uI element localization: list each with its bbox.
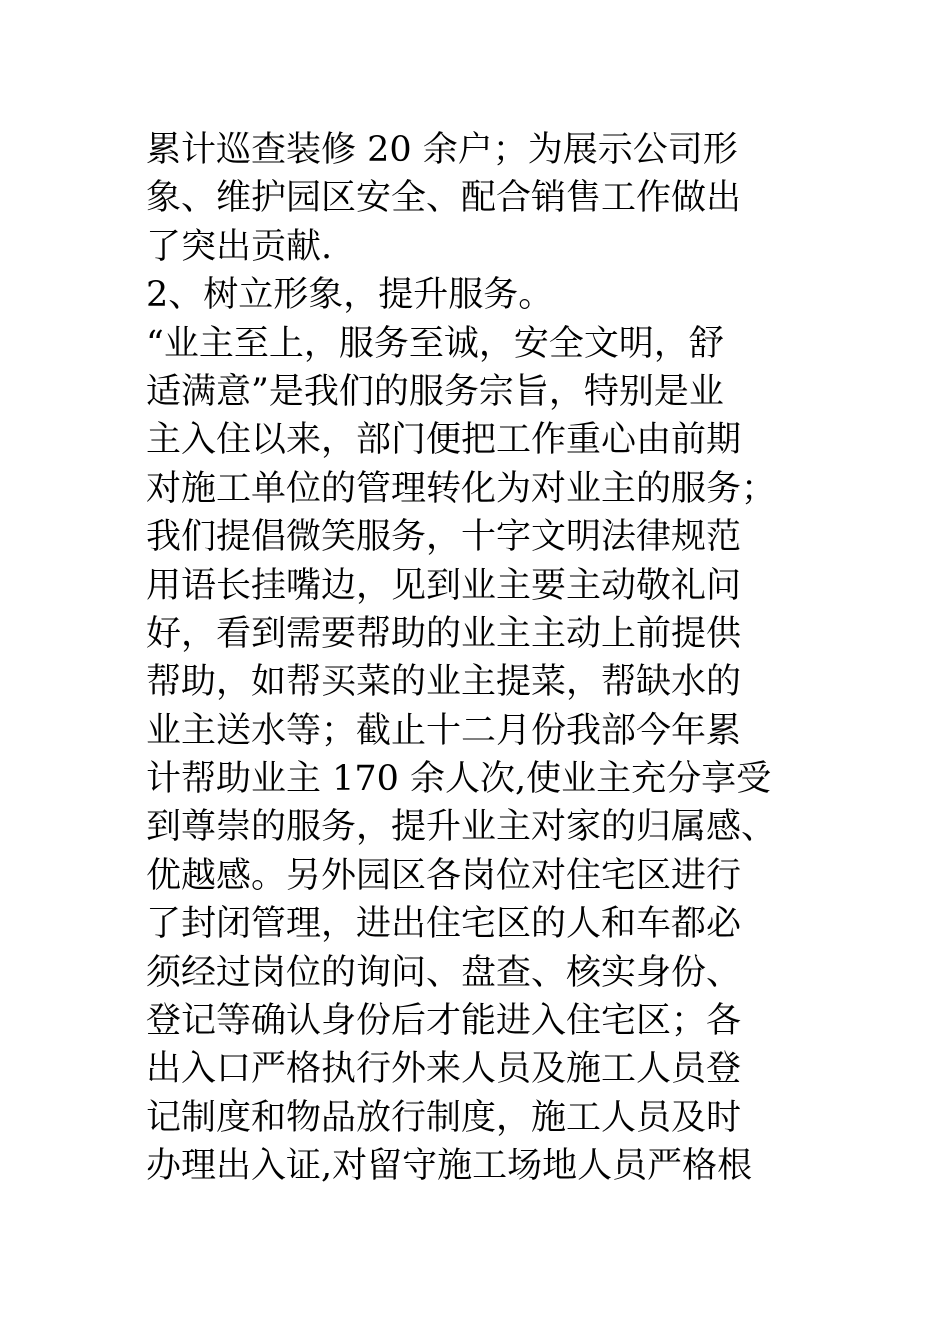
text-line: 适满意”是我们的服务宗旨，特别是业 — [146, 371, 724, 412]
text-line: 2、树立形象，提升服务。 — [146, 275, 554, 316]
text-line: 象、维护园区安全、配合销售工作做出 — [146, 178, 742, 219]
text-line: 累计巡查装修 20 余户；为展示公司形 — [146, 130, 738, 170]
text-line: 用语长挂嘴边，见到业主要主动敬礼问 — [146, 565, 742, 606]
text-line: 出入口严格执行外来人员及施工人员登 — [146, 1049, 742, 1090]
text-line: 好，看到需要帮助的业主主动上前提供 — [146, 613, 742, 654]
text-line: 业主送水等；截止十二月份我部今年累 — [146, 710, 742, 751]
text-line: 计帮助业主 170 余人次,使业主充分享受 — [146, 759, 772, 800]
text-line: 登记等确认身份后才能进入住宅区；各 — [146, 1001, 742, 1042]
text-line: 对施工单位的管理转化为对业主的服务； — [146, 468, 777, 509]
text-line: 办理出入证,对留守施工场地人员严格根 — [146, 1146, 753, 1187]
text-line: 了突出贡献. — [146, 226, 333, 267]
text-line: 我们提倡微笑服务，十字文明法律规范 — [146, 517, 742, 558]
text-line: 了封闭管理，进出住宅区的人和车都必 — [146, 904, 742, 945]
text-line: “业主至上，服务至诚，安全文明，舒 — [146, 323, 724, 364]
text-line: 须经过岗位的询问、盘查、核实身份、 — [146, 952, 742, 993]
text-line: 帮助，如帮买菜的业主提菜，帮缺水的 — [146, 662, 742, 703]
text-line: 记制度和物品放行制度，施工人员及时 — [146, 1097, 742, 1138]
text-line: 优越感。另外园区各岗位对住宅区进行 — [146, 855, 742, 896]
text-line: 主入住以来，部门便把工作重心由前期 — [146, 420, 742, 461]
body-text — [146, 126, 866, 1191]
text-line: 到尊崇的服务，提升业主对家的归属感、 — [146, 807, 777, 848]
